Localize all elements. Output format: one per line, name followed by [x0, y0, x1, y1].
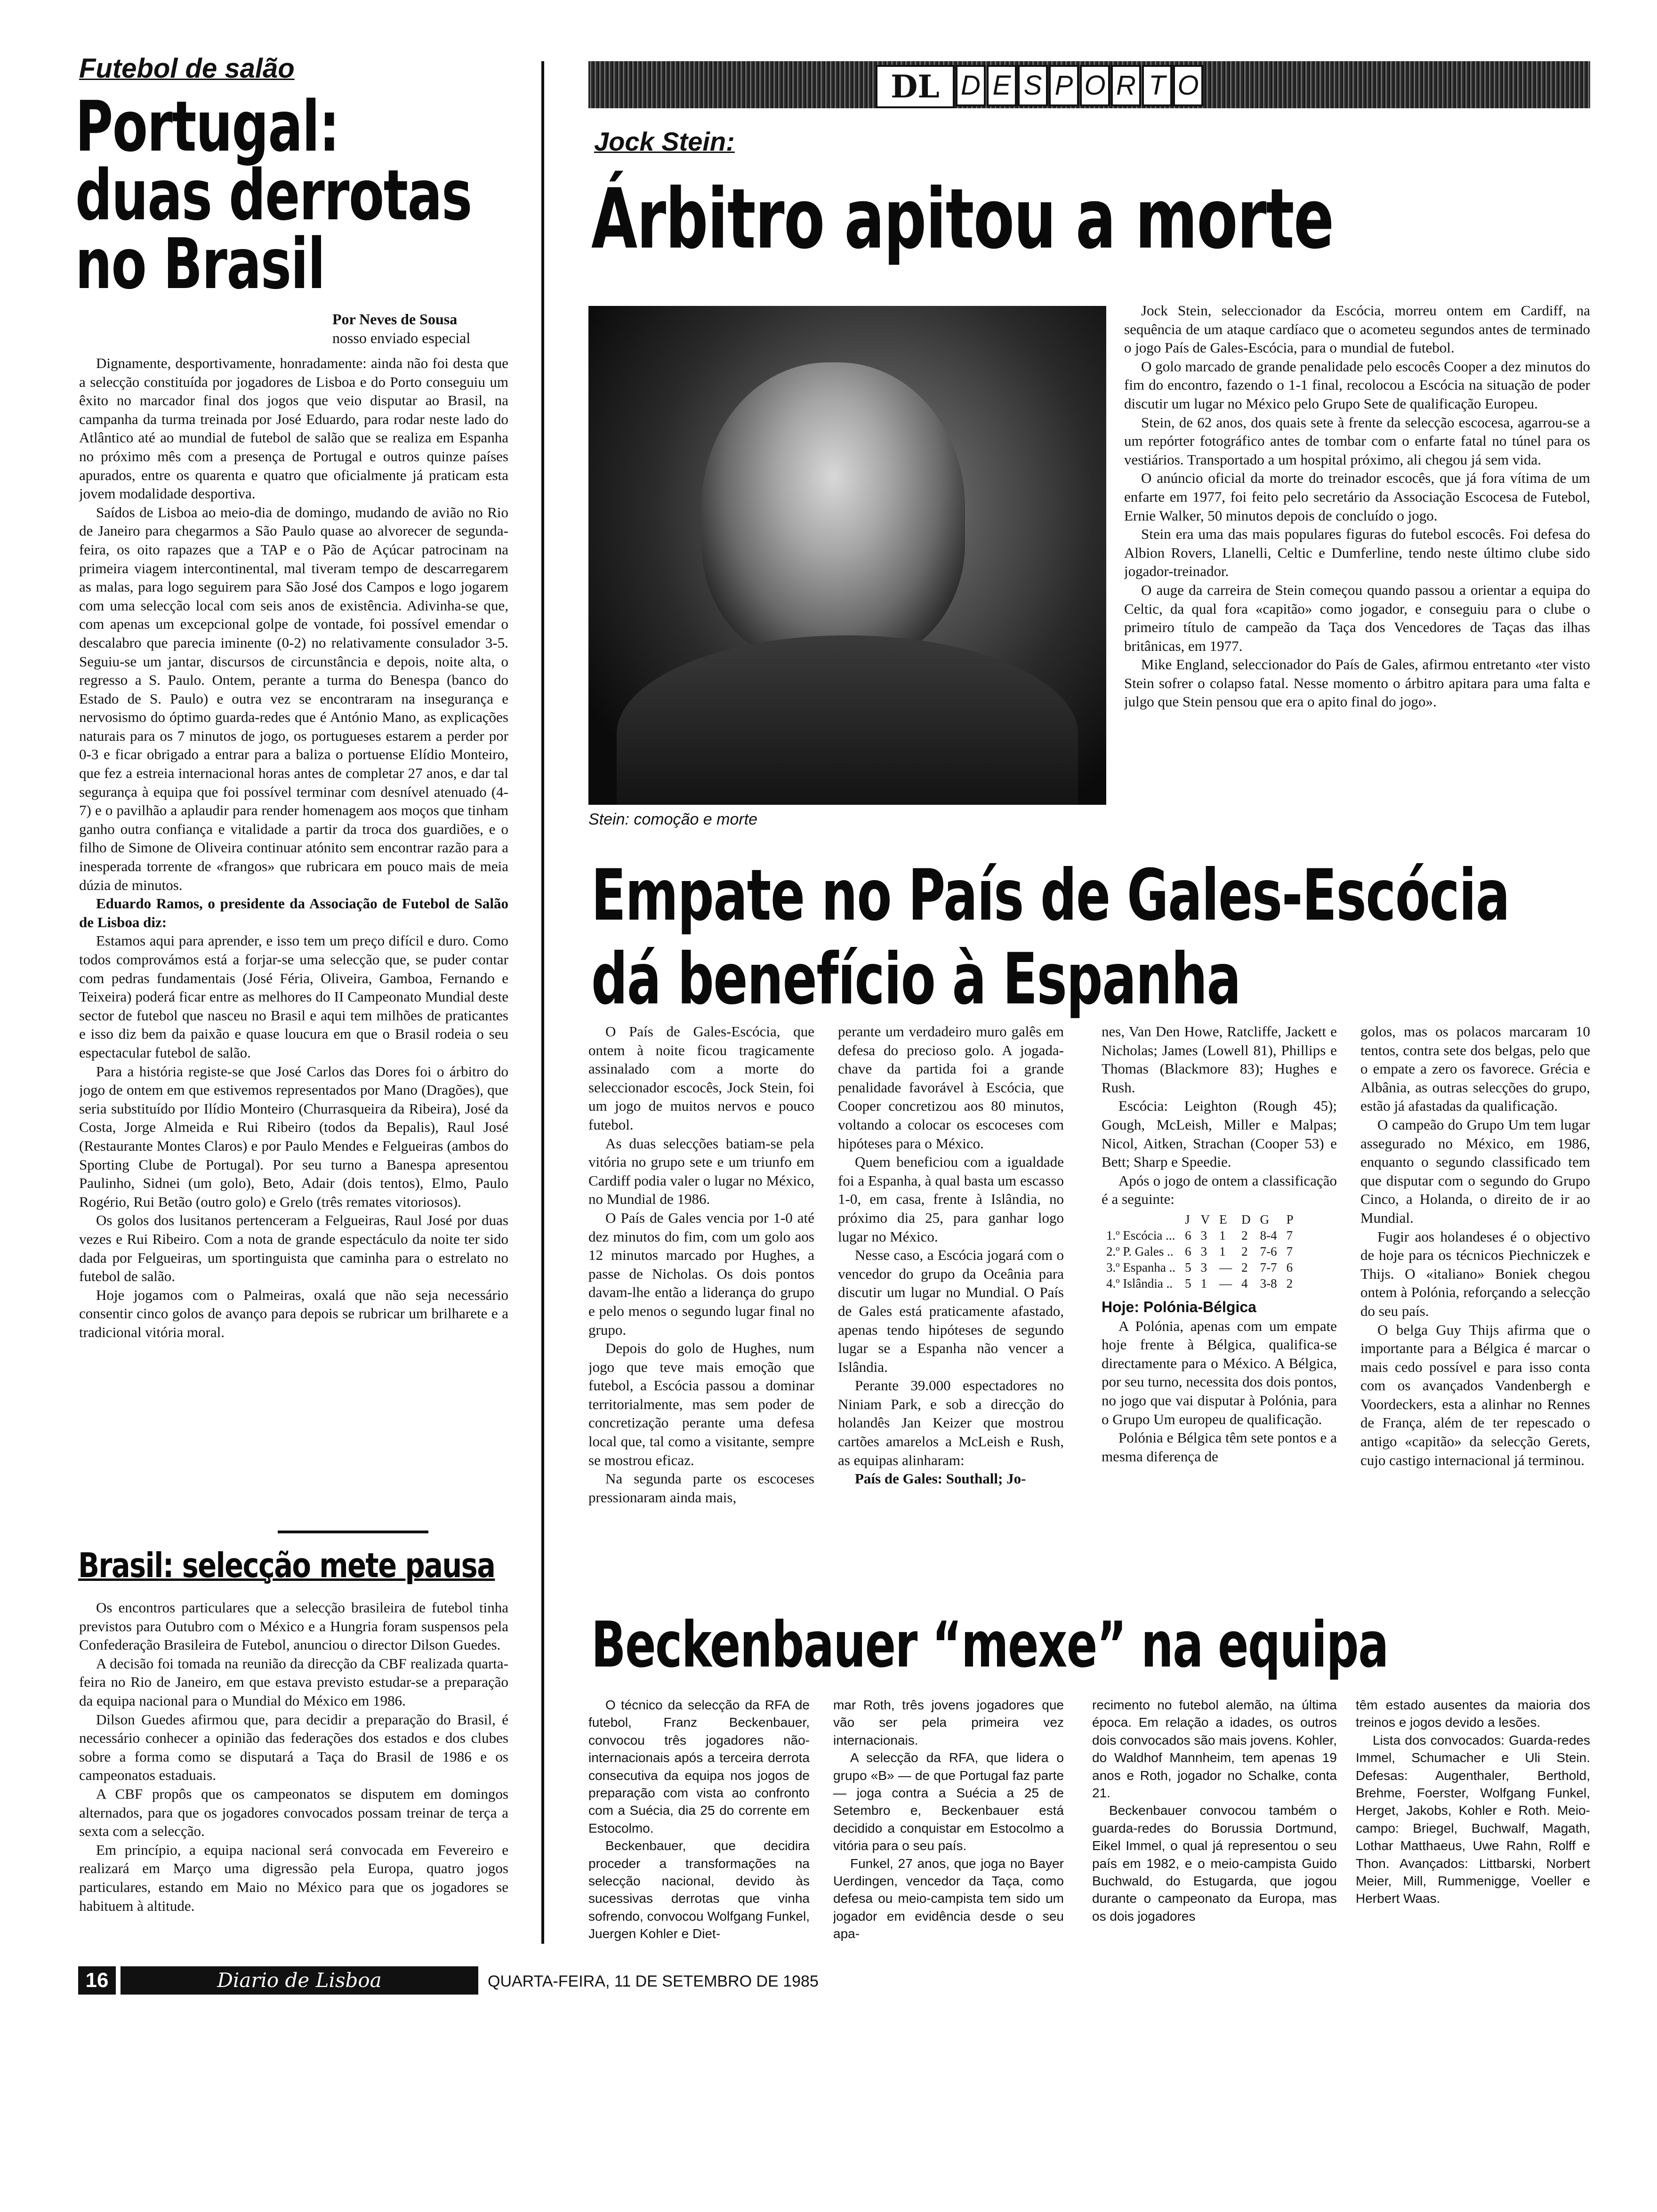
headline-brasil: Brasil: selecção mete pausa	[78, 1546, 495, 1585]
photo-caption: Stein: comoção e morte	[588, 810, 758, 828]
stat-cell: 5	[1185, 1276, 1191, 1290]
stat-cell: 1	[1219, 1228, 1226, 1242]
paragraph: têm estado ausentes da maioria dos treinos e jogos devido a lesões.	[1356, 1698, 1590, 1730]
stat-cell: 7	[1286, 1244, 1293, 1258]
paragraph: Escócia: Leighton (Rough 45); Gough, McLeish, Miller e Malpas; Nicol, Aitken, Strachan (Cooper 53) e Bett; Sharp e Speedie.	[1102, 1098, 1337, 1170]
section-title	[956, 65, 1203, 106]
page-footer	[78, 1966, 819, 1996]
paragraph: Nesse caso, a Escócia jogará com o vencedor do grupo da Oceânia para discutir um lugar no Mundial. O País de Gales está praticamente afastado, apenas tendo hipóteses de segundo lugar se a Espanha não vencer a Islândia.	[838, 1247, 1064, 1375]
paragraph: Mike England, seleccionador do País de Gales, afirmou entretanto «ter visto Stein sofrer o colapso fatal. Nesse momento o árbitro apitara para uma falta e julgo que Stein pensou que era o apito final do jogo».	[1124, 656, 1590, 710]
article-kicker: Jock Stein:	[594, 127, 735, 156]
stat-cell: 3-8	[1260, 1276, 1277, 1290]
section-letter: T	[1142, 65, 1172, 106]
team-cell: 2.º P. Gales ..	[1106, 1244, 1174, 1258]
stat-cell: 6	[1185, 1244, 1191, 1258]
paragraph: O golo marcado de grande penalidade pelo escocês Cooper a dez minutos do fim do encontro, fazendo o 1-1 final, recolocou a Escócia na situação de poder discutir um lugar no México pelo Grupo Sete de qualificação Europeu.	[1124, 358, 1590, 412]
headline-line: duas derrotas	[75, 155, 472, 236]
paragraph: golos, mas os polacos marcaram 10 tentos, contra sete dos belgas, pelo que o empate a zero os favorece. Grécia e Albânia, as outras selecções do grupo, estão já afastadas da qualificação.	[1360, 1023, 1590, 1114]
paragraph: nes, Van Den Howe, Ratcliffe, Jackett e Nicholas; James (Lowell 81), Phillips e Thomas (Blackmore 83); Hughes e Rush.	[1102, 1023, 1337, 1096]
page-number: 16	[78, 1966, 116, 1995]
section-letter: E	[987, 65, 1017, 106]
paragraph: recimento no futebol alemão, na última época. Em relação a idades, os outros dois convocados são mais jovens. Kohler, do Waldhof Mannheim, tem apenas 19 anos e Roth, jogador no Schalke, conta 21.	[1092, 1698, 1337, 1801]
article-empate-col4	[1360, 1022, 1590, 1587]
col-header: G	[1260, 1212, 1270, 1226]
paragraph: Quem beneficiou com a igualdade foi a Espanha, à qual basta um escasso 1-0, em casa, frente à Islândia, no próximo dia 25, para ganhar logo lugar no México.	[838, 1154, 1064, 1245]
paragraph: Funkel, 27 anos, que joga no Bayer Uerdingen, vencedor da Taça, como defesa ou meio-campista tem sido um jogador em evidência desde o seu apa-	[833, 1856, 1064, 1941]
col-header: E	[1219, 1212, 1227, 1226]
paragraph: O País de Gales vencia por 1-0 até dez minutos do fim, com um golo aos 12 minutos marcado por Hughes, a passe de Nicholas. Os dois pontos davam-lhe então a liderança do grupo e pelo menos o segundo lugar final no grupo.	[588, 1209, 814, 1338]
paragraph: Hoje jogamos com o Palmeiras, oxalá que não seja necessário consentir cinco golos de avanço para depois se rubricar um brilharete e a tradicional vitória moral.	[79, 1286, 508, 1340]
photo-jock-stein	[588, 306, 1106, 805]
table-row	[1102, 1275, 1298, 1291]
paragraph: O técnico da selecção da RFA de futebol, Franz Beckenbauer, convocou três jogadores não-internacionais após a terceira derrota consecutiva da equipa nos jogos de preparação com vista ao confronto com a Suécia, dia 25 do corrente em Estocolmo.	[588, 1698, 810, 1835]
article-stein-body	[1124, 301, 1590, 847]
paragraph: Jock Stein, seleccionador da Escócia, morreu ontem em Cardiff, na sequência de um ataque cardíaco que o acometeu segundos antes de terminado o jogo País de Gales-Escócia, para o mundial de futebol.	[1124, 302, 1590, 356]
col-header: J	[1185, 1212, 1190, 1226]
paragraph: Os golos dos lusitanos pertenceram a Felgueiras, Raul José por duas vezes e Rui Ribeiro. Com a nota de grande espectáculo da noite ter sido dada por Felgueiras, um sportinguista que caminha para o estrelato no futebol de salão.	[79, 1212, 508, 1285]
section-letter: P	[1049, 65, 1079, 106]
photo-coat	[617, 635, 1078, 805]
stat-cell: 7-6	[1260, 1244, 1277, 1258]
stat-cell: 7-7	[1260, 1260, 1277, 1274]
paragraph: Os encontros particulares que a selecção brasileira de futebol tinha previstos para Outubro com o México e a Hungria foram suspensos pela Confederação Brasileira de Futebol, anunciou o director Dilson Guedes.	[79, 1599, 508, 1653]
paragraph: A selecção da RFA, que lidera o grupo «B» — de que Portugal faz parte — joga contra a Suécia a 25 de Setembro e, Beckenbauer está decidido a conquistar em Estocolmo a vitória para o seu país.	[833, 1750, 1064, 1853]
stat-cell: —	[1219, 1260, 1232, 1274]
paragraph: A Polónia, apenas com um empate hoje frente à Bélgica, qualifica-se directamente para o México. A Bélgica, por seu turno, necessita dos dois pontos, no jogo que vai disputar à Polónia, para o Grupo Um europeu de qualificação.	[1102, 1317, 1337, 1427]
paragraph: Após o jogo de ontem a classificação é a seguinte:	[1102, 1172, 1337, 1208]
team-cell: 3.º Espanha ..	[1106, 1260, 1176, 1274]
stat-cell: 7	[1286, 1228, 1293, 1242]
headline-empate	[591, 854, 1509, 1021]
stat-cell: 2	[1241, 1228, 1248, 1242]
section-letter: D	[956, 65, 986, 106]
divider	[278, 1531, 428, 1533]
stat-cell: 6	[1185, 1228, 1191, 1242]
table-row	[1102, 1243, 1298, 1259]
stat-cell: 2	[1286, 1276, 1293, 1290]
headline-beckenbauer: Beckenbauer “mexe” na equipa	[591, 1608, 1388, 1682]
table-row	[1102, 1227, 1298, 1243]
standings-header	[1102, 1211, 1298, 1227]
paragraph: O País de Gales-Escócia, que ontem à noite ficou tragicamente assinalado com a morte do seleccionador escocês, Jock Stein, foi um jogo de muitos nervos e pouco futebol.	[588, 1023, 814, 1133]
paragraph: Em princípio, a equipa nacional será convocada em Fevereiro e realizará em Março uma digressão pela Europa, quatro jogos particulares, estando em Maio no México para que os jogadores se habituem à altitude.	[79, 1841, 508, 1914]
headline-portugal	[75, 86, 472, 305]
section-banner	[588, 61, 1590, 108]
article-portugal-body	[79, 354, 508, 1531]
paragraph: Dilson Guedes afirmou que, para decidir a preparação do Brasil, é necessário conhecer a opinião das federações dos estados e dos clubes sobre a forma como se disputará a Taça do Brasil de 1986 e os campeonatos estaduais.	[79, 1711, 508, 1784]
paragraph: mar Roth, três jovens jogadores que vão ser pela primeira vez internacionais.	[833, 1698, 1064, 1747]
stat-cell: 5	[1185, 1260, 1191, 1274]
byline-role: nosso enviado especial	[332, 329, 471, 346]
newspaper-name: Diario de Lisboa	[121, 1966, 478, 1995]
paragraph: Polónia e Bélgica têm sete pontos e a mesma diferença de	[1102, 1429, 1337, 1465]
stat-cell: 4	[1241, 1276, 1248, 1290]
issue-date: QUARTA-FEIRA, 11 DE SETEMBRO DE 1985	[488, 1972, 819, 1990]
section-letter: O	[1173, 65, 1203, 106]
team-cell: 1.º Escócia ...	[1106, 1228, 1175, 1242]
table-row	[1102, 1259, 1298, 1275]
col-header: P	[1286, 1212, 1294, 1226]
paragraph: Fugir aos holandeses é o objectivo de hoje para os técnicos Piechniczek e Thijs. O «italiano» Boniek chegou ontem à Polónia, reforçando a selecção do seu país.	[1360, 1228, 1590, 1319]
headline-stein: Árbitro apitou a morte	[591, 171, 1334, 267]
paragraph: Lista dos convocados: Guarda-redes Immel, Schumacher e Uli Stein. Defesas: Augenthaler, Berthold, Brehme, Foerster, Wolfgang Funkel, Herget, Jakobs, Kohler e Roth. Meio-campo: Briegel, Buchwalf, Magath, Lothar Matthaeus, Uwe Rahn, Rolff e Thon. Avançados: Littbarski, Norbert Meier, Mill, Rummenigge, Voeller e Herbert Waas.	[1356, 1732, 1590, 1906]
paragraph: Depois do golo de Hughes, num jogo que teve mais emoção que futebol, a Escócia passou a dominar territorialmente, mas sem poder de concretização perante uma defesa local que, tal como a visitante, sempre se mostrou eficaz.	[588, 1340, 814, 1468]
stat-cell: 1	[1200, 1276, 1207, 1290]
stat-cell: 3	[1200, 1228, 1207, 1242]
stat-cell: 6	[1286, 1260, 1293, 1274]
article-beckenbauer-col4	[1356, 1696, 1590, 1960]
col-header: V	[1200, 1212, 1210, 1226]
headline-line: dá benefício à Espanha	[591, 938, 1241, 1020]
section-letter: S	[1018, 65, 1048, 106]
paragraph: O anúncio oficial da morte do treinador escocês, que já fora vítima de um enfarte em 1977, foi feito pelo secretário da Associação Escocesa de Futebol, Ernie Walker, 50 minutos depois de concluído o jogo.	[1124, 470, 1590, 524]
section-letter: O	[1080, 65, 1110, 106]
article-empate-col2	[838, 1022, 1064, 1587]
paragraph: Dignamente, desportivamente, honradamente: ainda não foi desta que a selecção constituída por jogadores de Lisboa e do Porto conseguiu um êxito no marcador final dos jogos que veio disputar ao Brasil, na campanha da turma treinada por José Eduardo, para rodar neste lado do Atlântico até ao mundial de futebol de salão que se realiza em Espanha no próximo mês com a presença de Portugal e outros quinze países apurados, entre os quarenta e quatro que oficialmente já praticam esta jovem modalidade desportiva.	[79, 355, 508, 502]
paragraph: Stein, de 62 anos, dos quais sete à frente da selecção escocesa, agarrou-se a um repórter fotográfico antes de tombar com o enfarte fatal no túnel para os vestiários. Transportado a um hospital próximo, ali chegou já sem vida.	[1124, 414, 1590, 468]
stat-cell: 2	[1241, 1260, 1248, 1274]
standings-table	[1102, 1211, 1298, 1291]
section-kicker: Futebol de salão	[79, 53, 295, 84]
stat-cell: —	[1219, 1276, 1232, 1290]
newspaper-logo: DL	[876, 65, 955, 108]
paragraph: Eduardo Ramos, o presidente da Associação de Futebol de Salão de Lisboa diz:	[79, 895, 508, 930]
paragraph: O campeão do Grupo Um tem lugar assegurado no México, em 1986, enquanto o segundo classificado tem que disputar com o segundo do Grupo Cinco, a Holanda, o direito de ir ao Mundial.	[1360, 1116, 1590, 1226]
stat-cell: 1	[1219, 1244, 1226, 1258]
headline-line: Portugal:	[75, 86, 339, 167]
paragraph: O auge da carreira de Stein começou quando passou a orientar a equipa do Celtic, da qual fora «capitão» como jogador, e conseguiu para o clube o primeiro título de campeão da Taça dos Vencedores de Taças das ilhas britânicas, em 1977.	[1124, 581, 1590, 654]
stat-cell: 2	[1241, 1244, 1248, 1258]
article-brasil-body	[79, 1598, 508, 1956]
paragraph: Beckenbauer, que decidira proceder a transformações na selecção nacional, devido às sucessivas derrotas que vinha sofrendo, convocou Wolfgang Funkel, Juergen Kohler e Diet-	[588, 1838, 810, 1941]
paragraph: Stein era uma das mais populares figuras do futebol escocês. Foi defesa do Albion Rovers, Llanelli, Celtic e Dumferline, tendo neste último clube sido jogador-treinador.	[1124, 526, 1590, 580]
article-beckenbauer-col1	[588, 1696, 810, 1960]
headline-line: no Brasil	[75, 224, 325, 305]
headline-line: Empate no País de Gales-Escócia	[591, 855, 1510, 937]
paragraph: perante um verdadeiro muro galês em defesa do precioso golo. A jogada-chave da partida foi a grande penalidade favorável à Escócia, que Cooper concretizou aos 80 minutos, voltando a colocar os escoceses com hipóteses para o México.	[838, 1023, 1064, 1152]
byline	[332, 310, 470, 347]
article-beckenbauer-col2	[833, 1696, 1064, 1960]
stat-cell: 3	[1200, 1244, 1207, 1258]
subheading-polonia-belgica: Hoje: Polónia-Bélgica	[1102, 1298, 1256, 1315]
paragraph: Saídos de Lisboa ao meio-dia de domingo, mudando de avião no Rio de Janeiro para chegarmos a São Paulo quase ao alvorecer de segunda-feira, os oito rapazes que a TAP e o Pão de Açúcar patrocinam na primeira viagem intercontinental, mal tiveram tempo de descarregarem as malas, para logo seguirem para São José dos Campos e logo jogarem com uma selecção local com seis anos de existência. Adivinha-se que, com apenas um excepcional golpe de vontade, foi possível emendar o descalabro que parecia iminente (0-2) no relativamente consulador 3-5. Seguiu-se um jantar, discursos de circunstância e depois, noite alta, o regresso a S. Paulo. Ontem, perante a turma do Benespa (banco do Estado de S. Paulo) e outra vez se encontraram na insegurança e nervosismo do óptimo guarda-redes que é António Mano, as explicações naturais para os 7 minutos de jogo, os portugueses estarem a perder por 0-3 e ficar obrigado a entrar para a baliza o portuense Elídio Monteiro, que fez a estreia internacional horas antes de completar 27 anos, e dar tal segurança à equipa que foi possível terminar com desnível atenuado (4-7) e o pavilhão a aplaudir para render homenagem aos moços que tinham ganho outra confiança e vitalidade a partir da troca dos guardiões, e o filho de Simone de Oliveira continuar atónito sem encontrar razão para a inesperada torrente de «frangos» que rubricara em pouco mais de meia dúzia de minutos.	[79, 504, 508, 893]
paragraph: Estamos aqui para aprender, e isso tem um preço difícil e duro. Como todos comprovámos está a forjar-se uma selecção que, se puder contar com pedras fundamentais (José Féria, Oliveira, Gamboa, Fernando e Teixeira) poderá ficar entre as melhores do II Campeonato Mundial deste sector de futebol que nasceu no Brasil e aqui tem milhões de praticantes e isso diz bem da paixão e quase loucura em que o Brasil rodeia o seu espectacular futebol de salão.	[79, 932, 508, 1061]
paragraph: País de Gales: Southall; Jo-	[855, 1470, 1026, 1487]
paragraph: O belga Guy Thijs afirma que o importante para a Bélgica é marcar o mais cedo possível e para isso conta com os avançados Vandenbergh e Voordeckers, esta a alinhar no Rennes de França, além de ter repescado o antigo «capitão» da selecção Gerets, cujo castigo internacional já terminou.	[1360, 1321, 1590, 1468]
team-cell: 4.º Islândia ..	[1106, 1276, 1173, 1290]
paragraph: Perante 39.000 espectadores no Niniam Park, e sob a direcção do holandês Jan Keizer que mostrou cartões amarelos a McLeish e Rush, as equipas alinharam:	[838, 1377, 1064, 1468]
paragraph: Beckenbauer convocou também o guarda-redes do Borussia Dortmund, Eikel Immel, o qual já representou o seu país em 1982, e o meio-campista Guido Buchwald, do Estugarda, que jogou durante o campeonato da Europa, mas os dois jogadores	[1092, 1803, 1337, 1923]
col-header: D	[1241, 1212, 1251, 1226]
paragraph: Na segunda parte os escoceses pressionaram ainda mais,	[588, 1470, 814, 1506]
column-rule	[541, 61, 544, 1944]
article-empate-col1	[588, 1022, 814, 1587]
article-empate-col3	[1102, 1022, 1337, 1587]
paragraph: As duas selecções batiam-se pela vitória no grupo sete e um triunfo em Cardiff podia valer o lugar no México, no Mundial de 1986.	[588, 1135, 814, 1208]
stat-cell: 3	[1200, 1260, 1207, 1274]
stat-cell: 8-4	[1260, 1228, 1277, 1242]
photo-figure	[701, 362, 965, 664]
article-beckenbauer-col3	[1092, 1696, 1337, 1960]
byline-author: Por Neves de Sousa	[332, 311, 458, 328]
paragraph: A CBF propôs que os campeonatos se disputem em domingos alternados, para que os jogadores convocados possam treinar de terça a sexta com a selecção.	[79, 1785, 508, 1840]
section-letter: R	[1111, 65, 1141, 106]
paragraph: A decisão foi tomada na reunião da direcção da CBF realizada quarta-feira no Rio de Janeiro, em que estava previsto estudar-se a preparação da equipa nacional para o Mundial do México em 1986.	[79, 1655, 508, 1709]
paragraph: Para a história registe-se que José Carlos das Dores foi o árbitro do jogo de ontem em que estivemos representados por Mano (Dragões), que seria substituído por Ilídio Monteiro (Churrasqueira da Ribeira), José da Costa, Jorge Almeida e Rui Ribeiro (todos da Bepalis), Raul José (Restaurante Montes Claros) e por Paulo Mendes e Felgueiras (ambos do Sporting Clube de Portugal). Por seu turno a Banespa apresentou Paulinho, Sidnei (um golo), Beto, Adair (dois tentos), Elmo, Paulo Rogério, Rui Betão (outro golo) e Grelo (três remates vitoriosos).	[79, 1063, 508, 1210]
